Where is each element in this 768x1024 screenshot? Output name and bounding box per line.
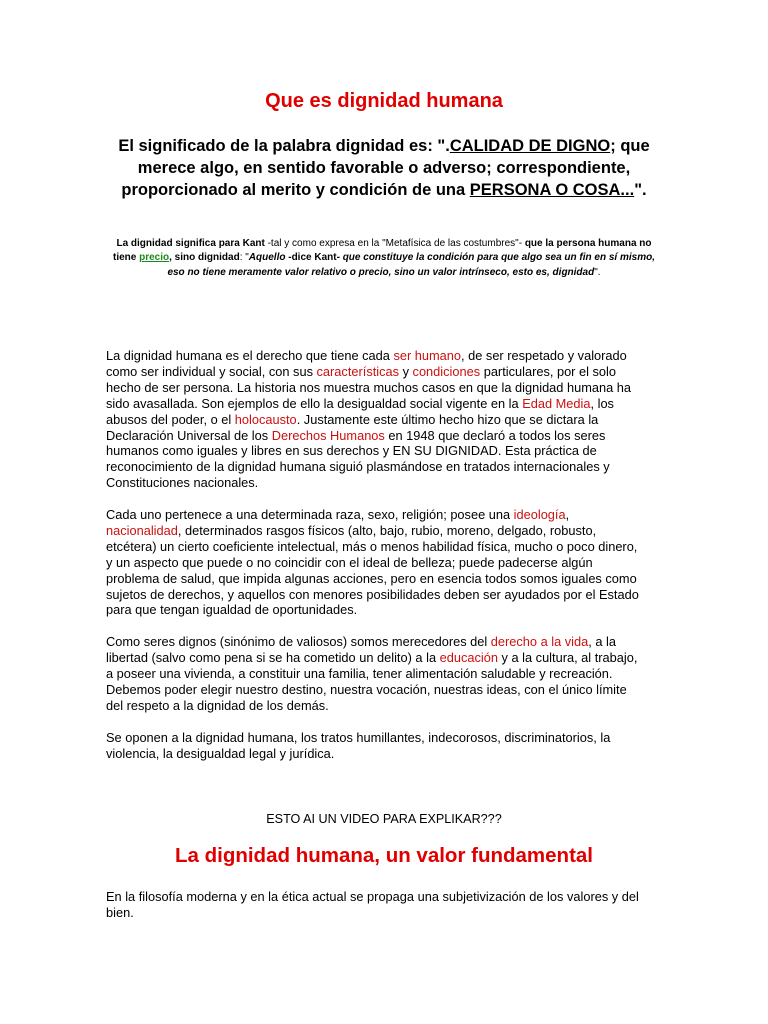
- ideologia-link[interactable]: ideología: [513, 507, 566, 522]
- page-title: Que es dignidad humana: [265, 90, 503, 112]
- holocausto-link[interactable]: holocausto: [234, 411, 297, 427]
- paragraph-filosofia: En la filosofía moderna y en la ética actual se propaga una subjetivización de los valores y del bien.: [106, 889, 639, 920]
- paragraph-pertenece: [106, 507, 646, 618]
- body-text: y: [399, 363, 413, 379]
- paragraph-seres-dignos: [106, 634, 646, 714]
- kant-bold-text: dice Kant: [291, 252, 337, 264]
- kant-bold-text: La dignidad significa para Kant: [116, 238, 265, 249]
- kant-italic-text: Aquello -: [248, 252, 292, 264]
- calidad-de-digno-text: CALIDAD DE DIGNO: [449, 137, 611, 155]
- kant-bold-text: , sino dignidad: [169, 252, 240, 264]
- body-text: , los abusos del poder, o el: [106, 395, 614, 427]
- caracteristicas-link[interactable]: características: [316, 363, 400, 379]
- body-text: . Justamente este último hecho hizo que se dictara la Declaración Universal de los: [106, 411, 599, 443]
- definition-text: ; que merece algo, en sentido favorable o adverso; correspondiente, proporcionado al merito y condición de una: [121, 137, 650, 199]
- body-text: en 1948 que declaró a todos los seres humanos como iguales y libres en sus derechos y EN SU DIGNIDAD. Esta práctica de reconocimiento de la dignidad humana siguió plasmándose en tratados internacionales y Constituciones nacionales.: [106, 427, 610, 491]
- section-title: La dignidad humana, un valor fundamental: [174, 844, 593, 867]
- body-text: La dignidad humana es el derecho que tiene cada: [106, 348, 394, 363]
- body-text: ,: [565, 507, 570, 522]
- definition-paragraph: [104, 135, 664, 201]
- nacionalidad-link[interactable]: nacionalidad: [106, 522, 178, 538]
- body-text: particulares, por el solo hecho de ser persona. La historia nos muestra muchos casos en que la dignidad humana ha sido avasallada. Son ejemplos de ello la desigualdad social vigente en la: [106, 363, 632, 411]
- body-text: , determinados rasgos físicos (alto, bajo, rubio, moreno, delgado, robusto, etcétera) un cierto coeficiente intelectual, más o menos habilidad física, mucho o poco dinero, y un aspecto que puede o no coincidir con el ideal de belleza; puede padecerse algún problema de salud, que impida algunas acciones, pero en esencia todos somos iguales como sujetos de derechos, y aquellos con menores posibilidades deben ser ayudados por el Estado para que tengan igualdad de oportunidades.: [106, 522, 639, 618]
- body-text: Como seres dignos (sinónimo de valiosos) somos merecedores del: [106, 634, 491, 649]
- precio-link[interactable]: precio: [139, 252, 170, 264]
- kant-text: -tal y como expresa en la "Metafísica de las costumbres"-: [264, 238, 525, 249]
- persona-o-cosa-text: PERSONA O COSA...: [469, 181, 635, 199]
- kant-text: : ": [239, 252, 249, 264]
- body-text: , de ser respetado y valorado como ser individual y social, con sus: [106, 348, 627, 379]
- condiciones-link[interactable]: condiciones: [412, 363, 481, 379]
- body-text: Cada uno pertenece a una determinada raza, sexo, religión; posee una: [106, 507, 514, 522]
- kant-bold-text: que la persona humana no tiene: [112, 238, 652, 264]
- kant-italic-text: - que constituye la condición para que algo sea un fin en sí mismo, eso no tiene meramente valor relativo o precio, sino un valor intrínseco, esto es, dignidad: [167, 252, 655, 278]
- body-text: y a la cultura, al trabajo, a poseer una vivienda, a constituir una familia, tener alimentación saludable y recreación. Debemos poder elegir nuestro destino, nuestra vocación, nuestras ideas, con el único límite del respeto a la dignidad de los demás.: [106, 649, 638, 713]
- paragraph-se-oponen: Se oponen a la dignidad humana, los tratos humillantes, indecorosos, discriminatorios, la violencia, la desigualdad legal y jurídica.: [106, 730, 611, 761]
- derecho-a-la-vida-link[interactable]: derecho a la vida: [490, 634, 589, 649]
- kant-quote-paragraph: [112, 237, 656, 280]
- video-note: ESTO AI UN VIDEO PARA EXPLIKAR???: [266, 812, 502, 826]
- body-text: , a la libertad (salvo como pena si se ha cometido un delito) a la: [106, 634, 617, 665]
- paragraph-derecho: [106, 348, 646, 491]
- definition-text: El significado de la palabra dignidad es: ".: [118, 137, 450, 155]
- ser-humano-link[interactable]: ser humano: [393, 348, 462, 363]
- kant-text: ".: [594, 266, 601, 278]
- edad-media-link[interactable]: Edad Media: [522, 395, 591, 411]
- definition-text: ".: [634, 181, 647, 199]
- educacion-link[interactable]: educación: [439, 649, 498, 665]
- derechos-humanos-link[interactable]: Derechos Humanos: [271, 427, 385, 443]
